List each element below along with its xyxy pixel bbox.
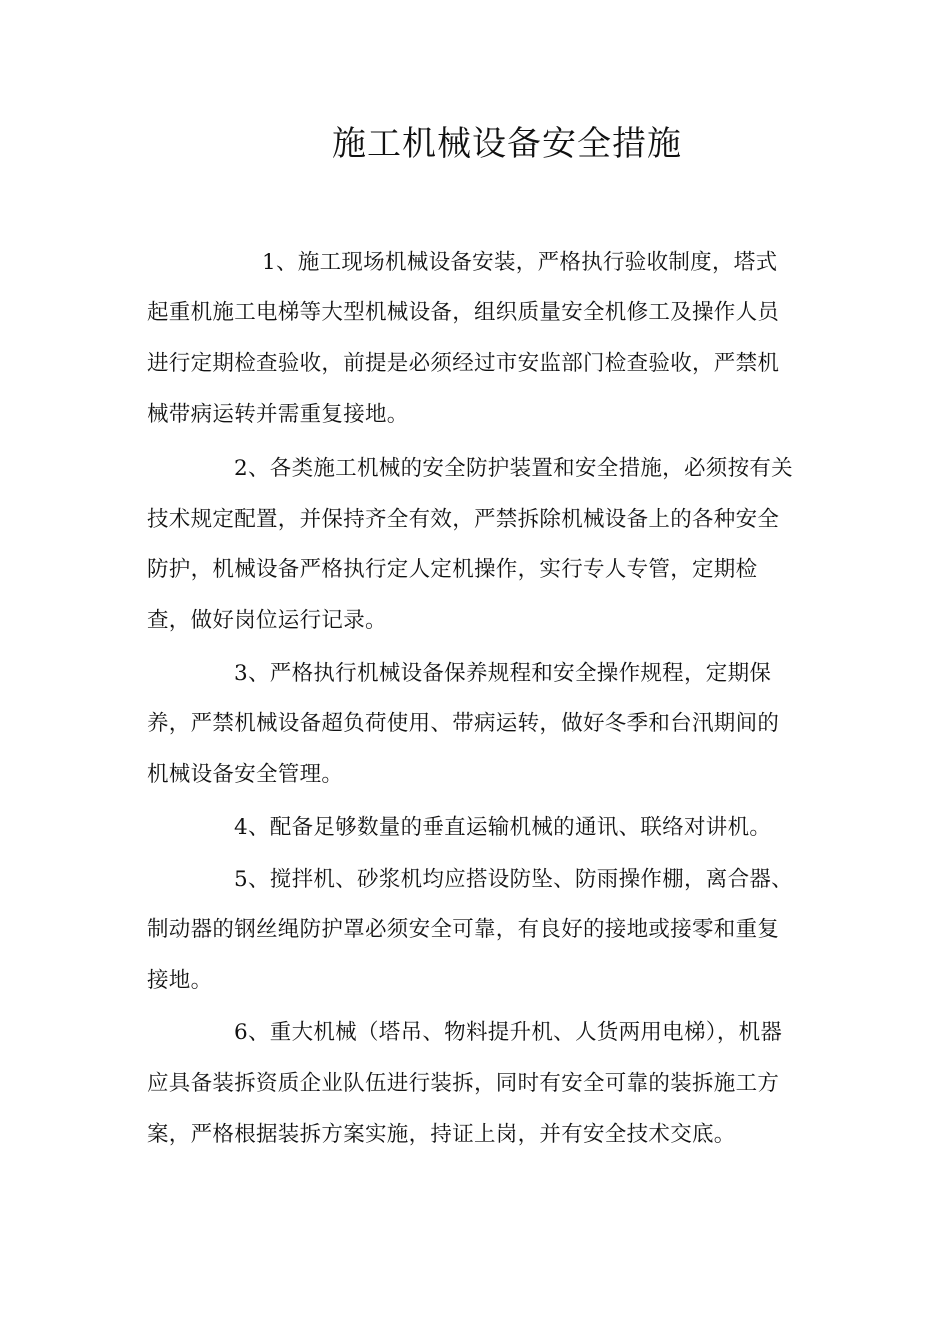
paragraph-line: 械带病运转并需重复接地。: [147, 402, 409, 427]
paragraph-line: 1、施工现场机械设备安装，严格执行验收制度，塔式: [262, 250, 778, 275]
document-title: 施工机械设备安全措施: [332, 124, 682, 164]
paragraph-line: 查，做好岗位运行记录。: [147, 608, 387, 633]
paragraph-line: 5、搅拌机、砂浆机均应搭设防坠、防雨操作棚，离合器、: [234, 867, 793, 892]
paragraph-line: 应具备装拆资质企业队伍进行装拆，同时有安全可靠的装拆施工方: [147, 1071, 780, 1096]
paragraph-line: 机械设备安全管理。: [147, 762, 344, 787]
paragraph-line: 技术规定配置，并保持齐全有效，严禁拆除机械设备上的各种安全: [147, 507, 780, 532]
paragraph-line: 接地。: [147, 968, 213, 993]
paragraph-line: 3、严格执行机械设备保养规程和安全操作规程，定期保: [234, 661, 772, 686]
paragraph-line: 养，严禁机械设备超负荷使用、带病运转，做好冬季和台汛期间的: [147, 711, 780, 736]
paragraph-line: 起重机施工电梯等大型机械设备，组织质量安全机修工及操作人员: [147, 300, 780, 325]
paragraph-line: 6、重大机械（塔吊、物料提升机、人货两用电梯），机器: [234, 1020, 783, 1045]
paragraph-line: 2、各类施工机械的安全防护装置和安全措施，必须按有关: [234, 456, 793, 481]
paragraph-line: 4、配备足够数量的垂直运输机械的通讯、联络对讲机。: [234, 815, 772, 840]
paragraph-line: 进行定期检查验收，前提是必须经过市安监部门检查验收，严禁机: [147, 351, 780, 376]
paragraph-line: 案，严格根据装拆方案实施，持证上岗，并有安全技术交底。: [147, 1122, 736, 1147]
paragraph-line: 制动器的钢丝绳防护罩必须安全可靠，有良好的接地或接零和重复: [147, 917, 780, 942]
paragraph-line: 防护，机械设备严格执行定人定机操作，实行专人专管，定期检: [147, 557, 758, 582]
